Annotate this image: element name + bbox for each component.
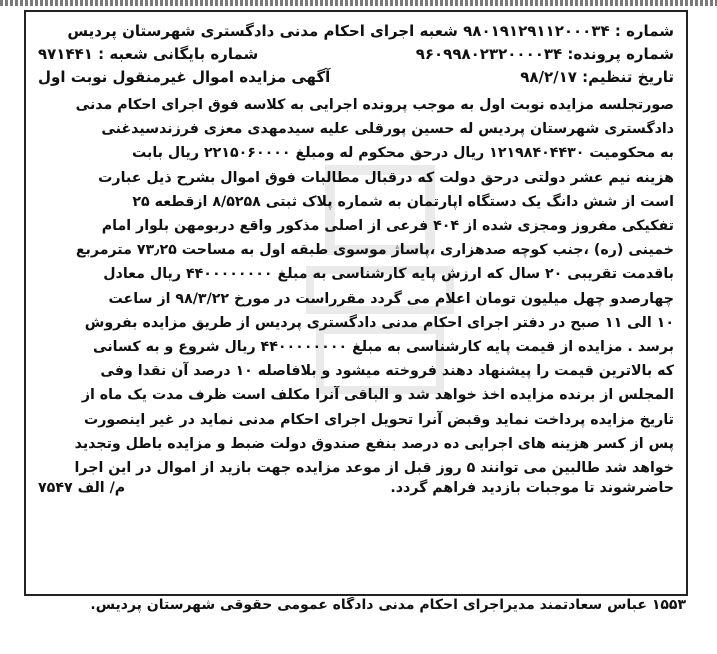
- closing-line: حاضرشوند تا موجبات بازدید فراهم گردد.: [390, 480, 674, 497]
- issue-date: تاریخ تنظیم: ۹۸/۲/۱۷: [520, 68, 674, 86]
- reference-code: م/ الف ۷۵۴۷: [38, 480, 126, 497]
- notice-body: صورتجلسه مزایده نوبت اول به موجب پرونده اجرایی به کلاسه فوق اجرای احکام مدنی دادگستری شهرستان پردیس له حسین پورقلی علیه سیدمهدی معزی فرزندسیدغنی به محکومیت ۱۲۱۹۸۴۰۴۴۳۰ ریال درحق محکوم له ومبلغ ۲۲۱۵۰۶۰۰۰۰ ریال بابت هزینه نیم عشر دولتی درحق دولت که درقبال مطالبات فوق اموال بشرح ذیل عبارت است از شش دانگ یک دستگاه اپارتمان به شماره پلاک ثبتی ۸/۵۲۵۸ ازقطعه ۲۵ تفکیکی مفروز ومجزی شده از ۴۰۴ فرعی از اصلی مذکور واقع دربومهن بلوار امام خمینی (ره) ،جنب کوچه صدهزاری ،پاساژ موسوی طبقه اول به مساحت ۷۳٫۲۵ مترمربع باقدمت تقریبی ۲۰ سال که ارزش پایه کارشناسی به مبلغ ۴۴۰۰۰۰۰۰۰۰ ریال معادل چهارصدو چهل میلیون تومان اعلام می گردد مقرراست در مورخ ۹۸/۳/۲۲ از ساعت ۱۰ الی ۱۱ صبح در دفتر اجرای احکام مدنی دادگستری پردیس از طریق مزایده بفروش برسد . مزایده از قیمت پایه کارشناسی به مبلغ ۴۴۰۰۰۰۰۰۰۰ ریال شروع و به کسانی که بالاترین قیمت را پیشنهاد دهند فروخته میشود و بلافاصله ۱۰ درصد آن نقدا وفی المجلس از برنده مزایده اخذ خواهد شد و الباقی آنرا مکلف است ظرف مدت یک ماه از تاریخ مزایده پرداخت نماید وقبض آنرا تحویل اجرای احکام مدنی نماید در غیر اینصورت پس از کسر هزینه های اجرایی ده درصد بنفع صندوق دولت ضبط و مزایده باطل وتجدید خواهد شد طالبین می توانند ۵ روز قبل از موعد مزایده جهت بازید از اموال در این اجرا: [74, 97, 674, 477]
- auction-notice-box: [24, 10, 688, 596]
- header-row-3: [38, 68, 674, 91]
- number-and-branch: شماره : ۹۸۰۱۹۱۲۹۱۱۲۰۰۰۳۴ شعبه اجرای احکام مدنی دادگستری شهرستان پردیس: [67, 22, 674, 40]
- case-number: شماره پرونده: ۹۶۰۹۹۸۰۲۳۲۰۰۰۰۳۴: [415, 45, 674, 63]
- signature-footer: ۱۵۵۳ عباس سعادتمند مدیراجرای احکام مدنی دادگاه عمومی حقوقی شهرستان پردیس.: [90, 597, 686, 613]
- header-row-2: [38, 45, 674, 68]
- archive-number: شماره بایگانی شعبه : ۹۷۱۴۴۱: [38, 45, 259, 63]
- top-cut-edge: [0, 0, 717, 6]
- header-row-1: [38, 22, 674, 45]
- closing-row: [38, 480, 674, 504]
- notice-title: آگهی مزایده اموال غیرمنقول نوبت اول: [38, 68, 331, 86]
